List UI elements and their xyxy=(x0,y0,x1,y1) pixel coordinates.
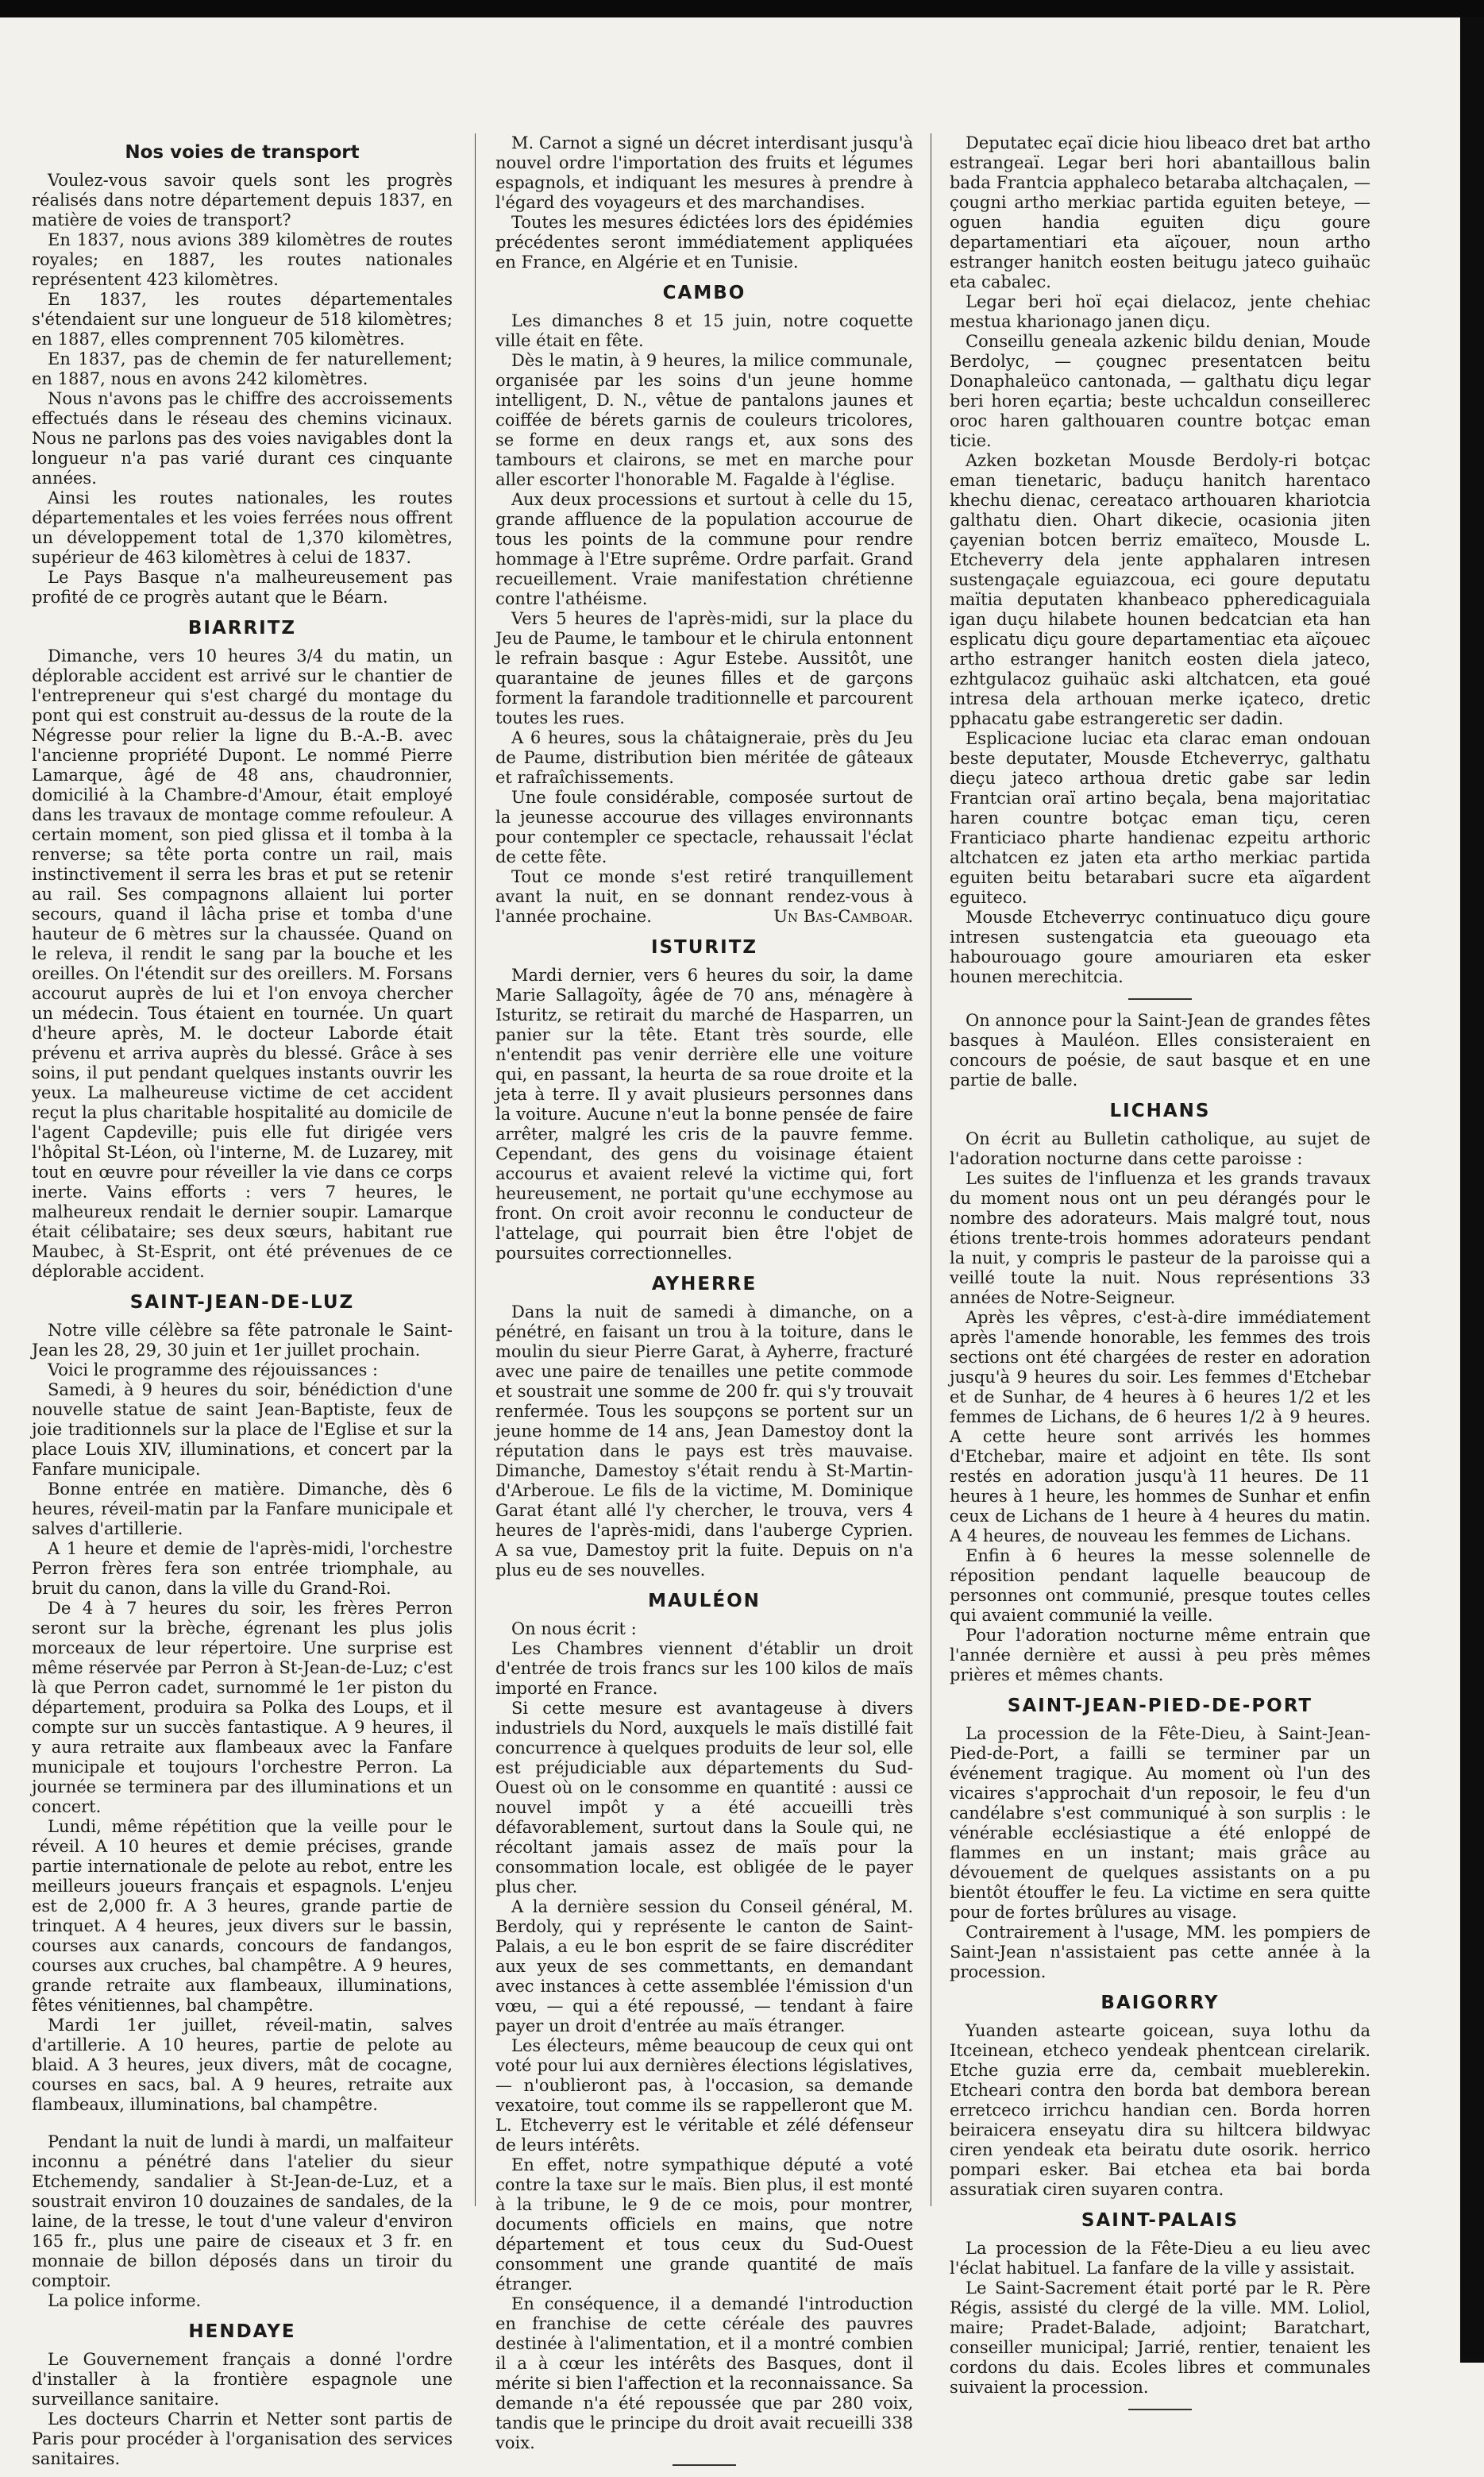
cambo-paragraph: Aux deux processions et surtout à celle du 15, grande affluence de la population accourue de tous les points de la commune pour rendre hommage à l'Etre suprême. Ordre parfait. Grand recueillement. Vraie manifestation chrétienne contre l'athéisme. xyxy=(495,490,913,608)
section-rule xyxy=(1128,2409,1192,2410)
lichans-paragraph: Pour l'adoration nocturne même entrain que l'année dernière et aussi à peu près mêmes prières et mêmes chants. xyxy=(950,1626,1370,1684)
mauleon-paragraph: Les Chambres viennent d'établir un droit d'entrée de trois francs sur les 100 kilos de maïs importé en France. xyxy=(495,1639,913,1698)
isturitz-heading: ISTURITZ xyxy=(650,937,758,958)
stpalais-heading: SAINT-PALAIS xyxy=(1081,2210,1239,2231)
basque-paragraph: Conseillu geneala azkenic bildu denian, Moude Berdolyc, — çougnec presentatcen beitu Donaphaleüco cantonada, — galthatu diçu legar beri horen eçartia; beste uchcaldun conseillerec oroc haren galthouaren countre botçac eman ticie. xyxy=(950,332,1370,450)
cambo-paragraph: Une foule considérable, composée surtout de la jeunesse accourue des villages environnants pour contempler ce spectacle, rehaussait l'éclat de cette fête. xyxy=(495,788,913,866)
sjdl-paragraph: Notre ville célèbre sa fête patronale le Saint-Jean les 28, 29, 30 juin et 1er juillet prochain. xyxy=(32,1321,453,1360)
page-edge-shadow xyxy=(1460,17,1484,2363)
lichans-paragraph: Enfin à 6 heures la messe solennelle de réposition pendant laquelle beaucoup de personnes ont communié, presque toutes celles qui avaient communié la veille. xyxy=(950,1546,1370,1625)
hendaye-paragraph: Les docteurs Charrin et Netter sont partis de Paris pour procéder à l'organisation des services sanitaires. xyxy=(32,2409,453,2468)
cambo-paragraph: Vers 5 heures de l'après-midi, sur la place du Jeu de Paume, le tambour et le chirula entonnent le refrain basque : Agur Estebe. Aussitôt, une quarantaine de jeunes filles et de garçons forment la farandole traditionnelle et parcourent toutes les rues. xyxy=(495,609,913,727)
cambo-paragraph: Dès le matin, à 9 heures, la milice communale, organisée par les soins d'un jeune homme intelligent, D. N., vêtue de pantalons jaunes et coiffée de bérets garnis de couleurs tricolores, se forme en deux rangs et, aux sons des tambours et clairons, se met en marche pour aller escorter l'honorable M. Fagalde à l'église. xyxy=(495,351,913,489)
mauleon-paragraph: Les électeurs, même beaucoup de ceux qui ont voté pour lui aux dernières élections législatives, — n'oublieront pas, à l'occasion, sa demande vexatoire, tout comme ils se rappelleront que M. L. Etcheverry est le véritable et zélé défenseur de leurs intérêts. xyxy=(495,2036,913,2155)
mauleon-paragraph: Si cette mesure est avantageuse à divers industriels du Nord, auxquels le maïs distillé fait concurrence à quelques produits de leur sol, elle est préjudiciable aux départements du Sud-Ouest où on le consomme en quantité : aussi ce nouvel impôt y a été accueilli très défavorablement, surtout dans la Soule qui, ne récoltant jamais assez de maïs pour la consommation locale, est obligée de le payer plus cher. xyxy=(495,1699,913,1896)
basque-paragraph: Deputatec eçaï dicie hiou libeaco dret bat artho estrangeaï. Legar beri hori abantaillous balin bada Frantcia apphaleco betaraba altchaçalen, — çougni artho merkiac partida eguiten beteye, — oguen handia eguiten diçu goure departamentiari eta aïçouer, noun artho estranger hanitch eosten beitugu jateco guihaüc eta cabalec. xyxy=(950,133,1370,291)
sjdl-paragraph: Lundi, même répétition que la veille pour le réveil. A 10 heures et demie précises, grande partie internationale de pelote au rebot, entre les meilleurs joueurs français et espagnols. L'enjeu est de 2,000 fr. A 3 heures, grande partie de trinquet. A 4 heures, jeux divers sur le bassin, courses aux canards, concours de fandangos, courses aux cruches, bal champêtre. A 9 heures, grande retraite aux flambeaux, illuminations, fêtes vénitiennes, bal champêtre. xyxy=(32,1817,453,2015)
voies-paragraph: Voulez-vous savoir quels sont les progrès réalisés dans notre département depuis 1837, en matière de voies de transport? xyxy=(32,171,453,230)
lichans-paragraph: Les suites de l'influenza et les grands travaux du moment nous ont un peu dérangés pour le nombre des adorateurs. Mais malgré tout, nous étions trente-trois hommes adorateurs pendant la nuit, y compris le pasteur de la paroisse qui a veillé toute la nuit. Nous représentions 33 années de Notre-Seigneur. xyxy=(950,1169,1370,1307)
sjpdp-heading: SAINT-JEAN-PIED-DE-PORT xyxy=(1007,1696,1313,1716)
basque-paragraph: Esplicacione luciac eta clarac eman ondouan beste deputater, Mousde Etcheverryc, galthatu dieçu jateco arthoua dretic gabe sar ledin Frantcian oraï artino beçala, bena majoritatiac haren countre botçac eman tiçu, ceren Franticiaco pharte handienac ezpeitu arthoric altchatcen ez jaten eta artho merkiac partida eguiten beitu betarabari sucre eta aïgardent eguiteco. xyxy=(950,729,1370,907)
voies-paragraph: Le Pays Basque n'a malheureusement pas profité de ce progrès autant que le Béarn. xyxy=(32,568,453,607)
baigorry-heading: BAIGORRY xyxy=(1100,1993,1220,2013)
column-1 xyxy=(32,133,453,2469)
cambo-signature: Un Bas-Camboar. xyxy=(773,907,913,926)
sjdl-paragraph: Voici le programme des réjouissances : xyxy=(48,1360,379,1379)
sjdl-theft-paragraph: La police informe. xyxy=(48,2291,202,2310)
sjpdp-paragraph: Contrairement à l'usage, MM. les pompiers de Saint-Jean n'assistaient pas cette année à la procession. xyxy=(950,1923,1370,1981)
ayherre-paragraph: Dans la nuit de samedi à dimanche, on a pénétré, en faisant un trou à la toiture, dans le moulin du sieur Pierre Garat, à Ayherre, fracturé avec une paire de tenailles une petite commode et soustrait une somme de 200 fr. qui s'y trouvait renfermée. Tous les soupçons se portent sur un jeune homme de 14 ans, Jean Damestoy dont la réputation dans le pays est très mauvaise. Dimanche, Damestoy s'était rendu à St-Martin-d'Arberoue. Le fils de la victime, M. Dominique Garat étant allé l'y chercher, le trouva, vers 4 heures de l'après-midi, dans l'auberge Cyprien. A sa vue, Damestoy prit la fuite. Depuis on n'a plus eu de ses nouvelles. xyxy=(495,1302,913,1580)
voies-heading: Nos voies de transport xyxy=(125,142,360,163)
sjdl-paragraph: Samedi, à 9 heures du soir, bénédiction d'une nouvelle statue de saint Jean-Baptiste, feux de joie traditionnels sur la place de l'Eglise et sur la place Louis XIV, illuminations, et concert par la Fanfare municipale. xyxy=(32,1380,453,1479)
baigorry-paragraph: Yuanden astearte goicean, suya lothu da Itceinean, etcheco yendeak phentcean cirelarik. Etche guzia erre da, cembait mueblerekin. Etcheari contra den borda bat dembora berean erretceco irrichcu handian cen. Borda horren beiraicera enseyatu dira su hiltcera bildwyac ciren yendeak eta beiratu dute osorik. herrico pompari esker. Bai etchea eta bai borda assuratiak ciren suyaren contra. xyxy=(950,2021,1370,2199)
sjdl-paragraph: Bonne entrée en matière. Dimanche, dès 6 heures, réveil-matin par la Fanfare municipale et salves d'artillerie. xyxy=(32,1480,453,1538)
hendaye-heading: HENDAYE xyxy=(188,2321,296,2342)
voies-paragraph: En 1837, nous avions 389 kilomètres de routes royales; en 1887, les routes nationales représentent 423 kilomètres. xyxy=(32,230,453,289)
lichans-paragraph: Après les vêpres, c'est-à-dire immédiatement après l'amende honorable, les femmes des trois sections ont été chargées de rester en adoration jusqu'à 9 heures du soir. Les femmes d'Etchebar et de Sunhar, de 4 heures à 6 heures 1/2 et les femmes de Lichans, de 6 heures 1/2 à 9 heures. A cette heure sont arrivés les hommes d'Etchebar, maire et adjoint en tête. Ils sont restés en adoration jusqu'à 11 heures. De 11 heures à 1 heure, les hommes de Sunhar et enfin ceux de Lichans de 1 heure à 4 heures du matin. A 4 heures, de nouveau les femmes de Lichans. xyxy=(950,1308,1370,1545)
sjdl-heading: SAINT-JEAN-DE-LUZ xyxy=(129,1292,355,1313)
stpalais-paragraph: La procession de la Fête-Dieu a eu lieu avec l'éclat habituel. La fanfare de la ville y assistait. xyxy=(950,2239,1370,2278)
sjdl-paragraph: De 4 à 7 heures du soir, les frères Perron seront sur la brèche, égrenant les plus jolis morceaux de leur répertoire. Une surprise est même réservée par Perron à St-Jean-de-Luz; c'est là que Perron cadet, surnommé le 1er piston du département, produira sa Polka des Loups, et il compte sur un succès fantastique. A 9 heures, il y aura retraite aux flambeaux avec la Fanfare municipale et toujours l'orchestre Perron. La journée se terminera par des illuminations et un concert. xyxy=(32,1599,453,1816)
cambo-paragraph: Les dimanches 8 et 15 juin, notre coquette ville était en fête. xyxy=(495,311,913,350)
decree-paragraph: M. Carnot a signé un décret interdisant jusqu'à nouvel ordre l'importation des fruits et légumes espagnols, et indiquant les mesures à prendre à l'égard des voyageurs et des marchandises. xyxy=(495,133,913,212)
hendaye-paragraph: Le Gouvernement français a donné l'ordre d'installer à la frontière espagnole une surveillance sanitaire. xyxy=(32,2350,453,2409)
basque-paragraph: Legar beri hoï eçai dielacoz, jente chehiac mestua kharionago janen diçu. xyxy=(950,292,1370,331)
voies-paragraph: En 1837, les routes départementales s'étendaient sur une longueur de 518 kilomètres; en 1887, elles comprennent 705 kilomètres. xyxy=(32,290,453,349)
basque-paragraph: Azken bozketan Mousde Berdoly-ri botçac eman tienetaric, baduçu hanitch harentaco khechu dienac, cereataco arthouaren khariotcia galthatu dien. Ohart dikecie, ocasionia jiten çayenian botcen berriz emaïteco, Mousde L. Etcheverry dela jente apphalaren intresen sustengaçale eguiazcoua, eci goure deputatu maïtia deputaten khanbeaco ppheredicaguiala igan duçu hilabete hounen bedcatcian eta han esplicatu diçu goure departamentiac eta aïçouec artho estranger hanitch eosten diela jateco, ezhtgulacoz guihaüc aski altchatcen, eta goué intresa dela arthouan merke içateco, dretic pphacatu gabe estrangeretic ser dadin. xyxy=(950,451,1370,728)
column-2 xyxy=(495,133,913,2477)
column-divider-1 xyxy=(475,133,476,2206)
isturitz-paragraph: Mardi dernier, vers 6 heures du soir, la dame Marie Sallagoïty, âgée de 70 ans, ménagère à Isturitz, se retirait du marché de Hasparren, un panier sur la tête. Etant très sourde, elle n'entendit pas venir derrière elle une voiture qui, en passant, la heurta de sa roue droite et la jeta à terre. Il y avait plusieurs personnes dans la voiture. Aucune n'eut la bonne pensée de faire arrêter, malgré les cris de la pauvre femme. Cependant, des gens du voisinage étaient accourus et avaient relevé la victime qui, fort heureusement, ne portait qu'une ecchymose au front. On croit avoir reconnu le conducteur de l'attelage, qui pourrait bien être l'objet de poursuites correctionnelles. xyxy=(495,966,913,1263)
section-rule xyxy=(1128,998,1192,1000)
lichans-paragraph: On écrit au Bulletin catholique, au sujet de l'adoration nocturne dans cette paroisse : xyxy=(950,1129,1370,1168)
column-3 xyxy=(950,133,1370,2421)
decree-paragraph: Toutes les mesures édictées lors des épidémies précédentes seront immédiatement appliquées en France, en Algérie et en Tunisie. xyxy=(495,213,913,272)
annonce-paragraph: On annonce pour la Saint-Jean de grandes fêtes basques à Mauléon. Elles consisteraient en concours de poésie, de saut basque et en une partie de balle. xyxy=(950,1011,1370,1090)
voies-paragraph: En 1837, pas de chemin de fer naturellement; en 1887, nous en avons 242 kilomètres. xyxy=(32,349,453,388)
spacer xyxy=(32,2115,453,2132)
biarritz-paragraph: Dimanche, vers 10 heures 3/4 du matin, un déplorable accident est arrivé sur le chantier de l'entrepreneur qui s'est chargé du montage du pont qui est construit au-dessus de la route de la Négresse pour relier la ligne du B.-A.-B. avec l'ancienne propriété Dupont. Le nommé Pierre Lamarque, âgé de 48 ans, chaudronnier, domicilié à la Chambre-d'Amour, était employé dans les travaux de montage comme refouleur. A certain moment, son pied glissa et il tomba à la renverse; sa tête porta contre un rail, mais instinctivement il serra les bras et put se retenir au rail. Ses compagnons allaient lui porter secours, quand il lâcha prise et tomba d'une hauteur de 6 mètres sur la chaussée. Quand on le releva, il rendit le sang par la bouche et les oreilles. On l'étendit sur des oreillers. M. Forsans accourut auprès de lui et l'on envoya chercher un médecin. Tous étaient en tournée. Un quart d'heure après, M. le docteur Laborde était prévenu et arriva auprès du blessé. Grâce à ses soins, il put pendant quelques instants ouvrir les yeux. La malheureuse victime de cet accident reçut la plus charitable hospitalité au domicile de l'agent Capdeville; puis elle fut dirigée vers l'hôpital St-Léon, où l'interne, M. de Luzarey, mit tout en œuvre pour réveiller la vie dans ce corps inerte. Vains efforts : vers 7 heures, le malheureux rendait le dernier soupir. Lamarque était célibataire; ses deux sœurs, habitant rue Maubec, à St-Esprit, ont été prévenues de ce déplorable accident. xyxy=(32,646,453,1281)
ayherre-heading: AYHERRE xyxy=(651,1274,757,1294)
mauleon-heading: MAULÉON xyxy=(648,1591,761,1611)
sjdl-paragraph: Mardi 1er juillet, réveil-matin, salves d'artillerie. A 10 heures, partie de pelote au blaid. A 3 heures, jeux divers, mât de cocagne, courses en sacs, bal. A 9 heures, retraite aux flambeaux, illuminations, bal champêtre. xyxy=(32,2016,453,2114)
cambo-paragraph: Tout ce monde s'est retiré tranquillement avant la nuit, en se donnant rendez-vous à l'année prochaine. xyxy=(495,867,913,926)
mauleon-paragraph: A la dernière session du Conseil général, M. Berdoly, qui y représente le canton de Saint-Palais, a eu le bon esprit de se faire discréditer aux yeux de ses commettants, en demandant avec instances à cette assemblée l'émission d'un vœu, — qui a été repoussé, — tendant à faire payer un droit d'entrée au maïs étranger. xyxy=(495,1897,913,2035)
voies-paragraph: Ainsi les routes nationales, les routes départementales et les voies ferrées nous offrent un développement total de 1,370 kilomètres, supérieur de 463 kilomètres à celui de 1837. xyxy=(32,488,453,567)
cambo-paragraph: A 6 heures, sous la châtaigneraie, près du Jeu de Paume, distribution bien méritée de gâteaux et rafraîchissements. xyxy=(495,728,913,787)
biarritz-heading: BIARRITZ xyxy=(187,618,297,639)
top-border xyxy=(0,0,1484,17)
section-rule xyxy=(673,2464,736,2466)
lichans-heading: LICHANS xyxy=(1109,1101,1211,1121)
basque-paragraph: Mousde Etcheverryc continuatuco diçu goure intresen sustengatcia eta gueouago eta habourouago goure amouriaren eta esker hounen merechitcia. xyxy=(950,908,1370,986)
sjdl-theft-paragraph: Pendant la nuit de lundi à mardi, un malfaiteur inconnu a pénétré dans l'atelier du sieur Etchemendy, sandalier à St-Jean-de-Luz, et a soustrait environ 10 douzaines de sandales, de la laine, de la tresse, le tout d'une valeur d'environ 165 fr., plus une paire de ciseaux et 3 fr. en monnaie de billon déposés dans un tiroir du comptoir. xyxy=(32,2132,453,2290)
mauleon-paragraph: En effet, notre sympathique député a voté contre la taxe sur le maïs. Bien plus, il est monté à la tribune, le 9 de ce mois, pour montrer, documents officiels en mains, que notre département et tous ceux du Sud-Ouest consomment une grande quantité de maïs étranger. xyxy=(495,2155,913,2294)
mauleon-paragraph: On nous écrit : xyxy=(511,1619,637,1638)
sjdl-paragraph: A 1 heure et demie de l'après-midi, l'orchestre Perron frères fera son entrée triomphale, au bruit du canon, dans la ville du Grand-Roi. xyxy=(32,1539,453,1598)
cambo-heading: CAMBO xyxy=(662,283,746,303)
stpalais-paragraph: Le Saint-Sacrement était porté par le R. Père Régis, assisté du clergé de la ville. MM. Loliol, maire; Pradet-Balade, adjoint; Baratchart, conseiller municipal; Jarrié, rentier, tenaient les cordons du dais. Ecoles libres et communales suivaient la procession. xyxy=(950,2278,1370,2397)
voies-paragraph: Nous n'avons pas le chiffre des accroissements effectués dans le réseau des chemins vicinaux. Nous ne parlons pas des voies navigables dont la longueur n'a pas varié durant ces cinquante années. xyxy=(32,389,453,488)
mauleon-paragraph: En conséquence, il a demandé l'introduction en franchise de cette céréale des pauvres destinée à l'alimentation, et il a montré combien il a à cœur les intérêts des Basques, dont il mérite si bien l'affection et la reconnaissance. Sa demande n'a été repoussée que par 280 voix, tandis que le principe du droit avait recueilli 338 voix. xyxy=(495,2294,913,2452)
sjpdp-paragraph: La procession de la Fête-Dieu, à Saint-Jean-Pied-de-Port, a failli se terminer par un événement tragique. Au moment où l'un des vicaires s'approchait d'un reposoir, le feu d'un candélabre s'est communiqué à son surplis : le vénérable ecclésiastique a été enloppé de flammes en un instant; mais grâce au dévouement de quelques assistants on a pu bientôt étouffer le feu. La victime en sera quitte pour de fortes brûlures au visage. xyxy=(950,1724,1370,1922)
